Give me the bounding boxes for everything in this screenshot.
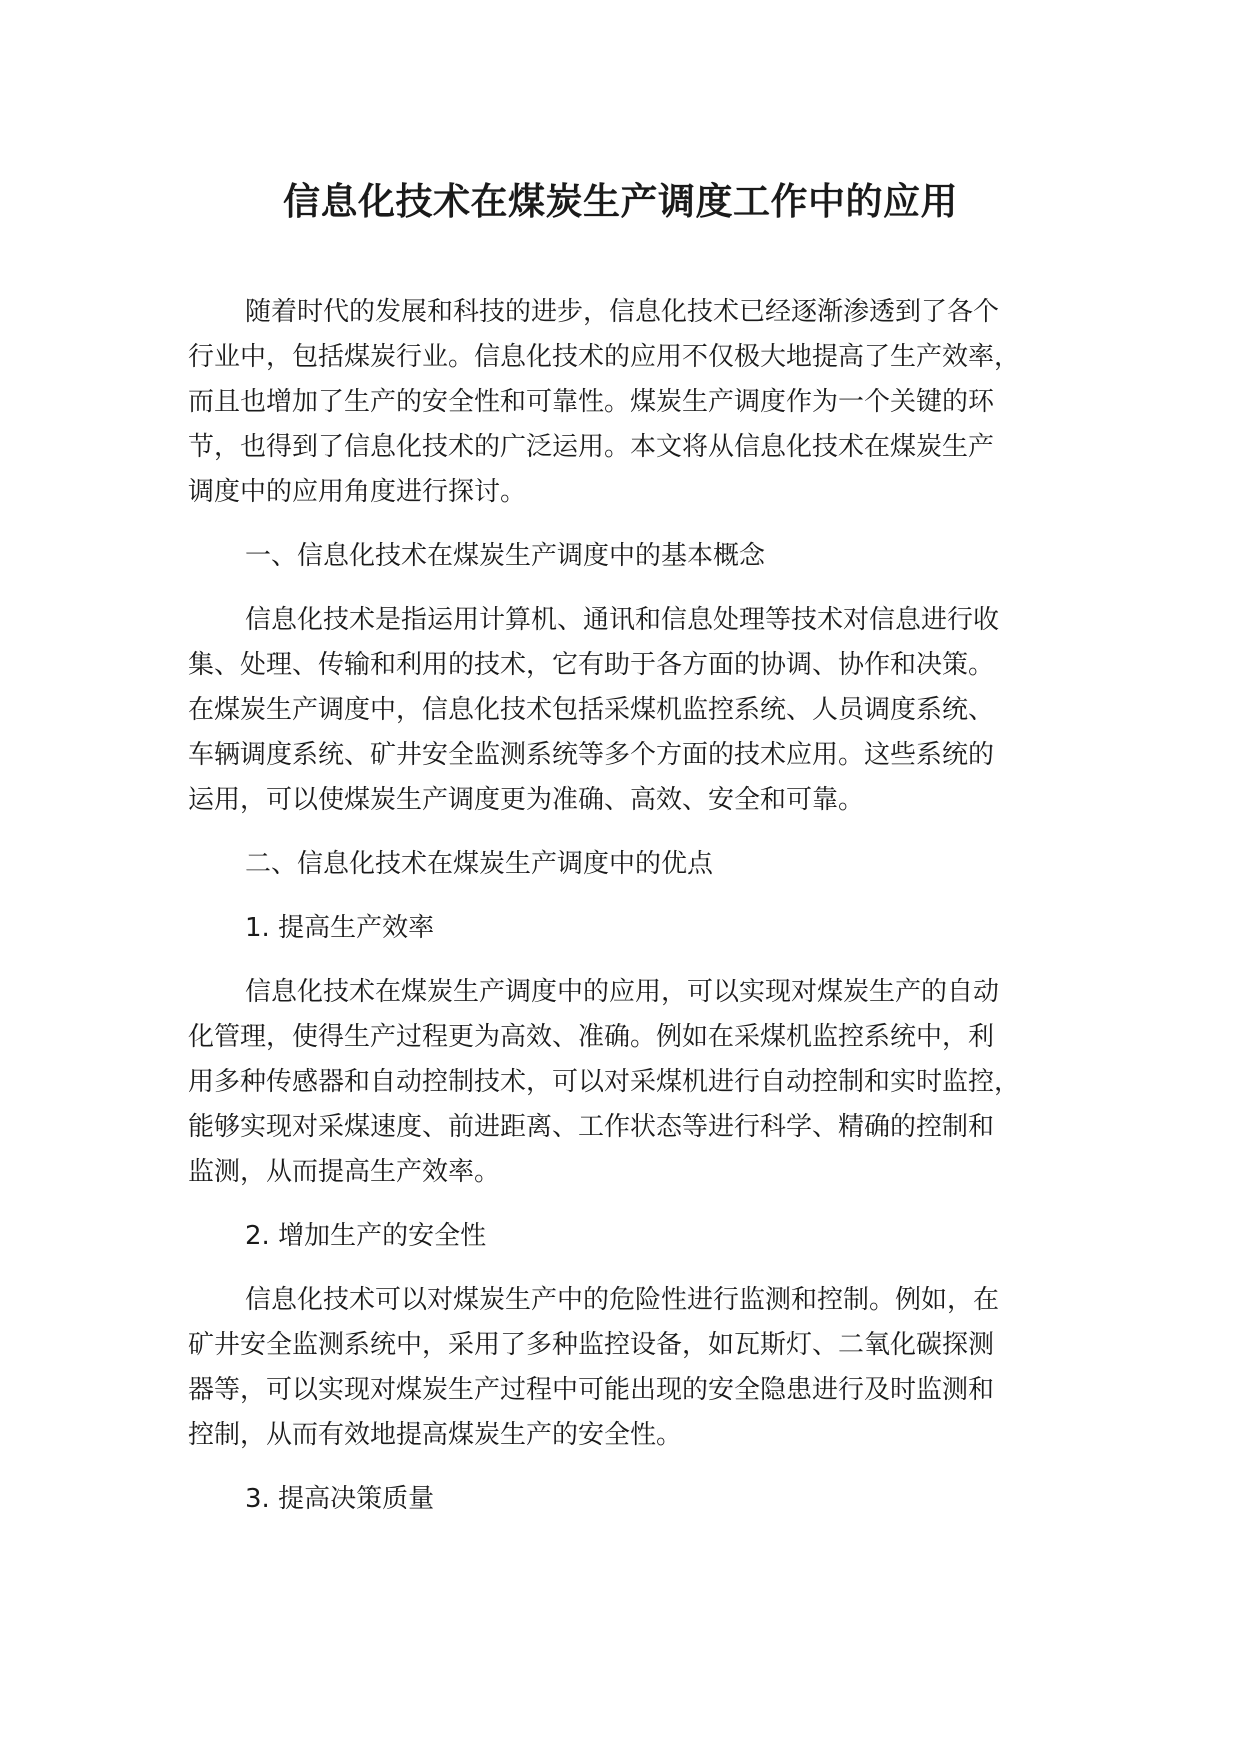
paragraph-line: 车辆调度系统、矿井安全监测系统等多个方面的技术应用。这些系统的: [188, 740, 995, 770]
paragraph-line: 调度中的应用角度进行探讨。: [188, 477, 527, 507]
paragraph-efficiency: [188, 970, 1088, 1195]
paragraph-line: 运用，可以使煤炭生产调度更为准确、高效、安全和可靠。: [188, 785, 865, 815]
paragraph-line: 集、处理、传输和利用的技术，它有助于各方面的协调、协作和决策。: [188, 650, 995, 680]
paragraph-line: 能够实现对采煤速度、前进距离、工作状态等进行科学、精确的控制和: [188, 1112, 995, 1142]
paragraph-line: 在煤炭生产调度中，信息化技术包括采煤机监控系统、人员调度系统、: [188, 695, 995, 725]
subheading-efficiency: 1. 提高生产效率: [245, 913, 435, 943]
paragraph-line: 监测，从而提高生产效率。: [188, 1157, 501, 1187]
paragraph-line: 随着时代的发展和科技的进步，信息化技术已经逐渐渗透到了各个: [245, 297, 1000, 327]
paragraph-line: 行业中，包括煤炭行业。信息化技术的应用不仅极大地提高了生产效率，: [188, 342, 1021, 372]
paragraph-line: 用多种传感器和自动控制技术，可以对采煤机进行自动控制和实时监控，: [188, 1067, 1021, 1097]
section-heading-1: 一、信息化技术在煤炭生产调度中的基本概念: [245, 541, 766, 571]
paragraph-line: 化管理，使得生产过程更为高效、准确。例如在采煤机监控系统中，利: [188, 1022, 995, 1052]
paragraph-line: 矿井安全监测系统中，采用了多种监控设备，如瓦斯灯、二氧化碳探测: [188, 1330, 995, 1360]
paragraph-line: 信息化技术可以对煤炭生产中的危险性进行监测和控制。例如，在: [245, 1285, 1000, 1315]
section-heading-2: 二、信息化技术在煤炭生产调度中的优点: [245, 849, 714, 879]
paragraph-safety: [188, 1278, 1088, 1458]
paragraph-line: 信息化技术是指运用计算机、通讯和信息处理等技术对信息进行收: [245, 605, 1000, 635]
subheading-decision-quality: 3. 提高决策质量: [245, 1484, 435, 1514]
paragraph-line: 节，也得到了信息化技术的广泛运用。本文将从信息化技术在煤炭生产: [188, 432, 995, 462]
document-title: 信息化技术在煤炭生产调度工作中的应用: [283, 180, 958, 223]
paragraph-line: 信息化技术在煤炭生产调度中的应用，可以实现对煤炭生产的自动: [245, 977, 1000, 1007]
document-body: [188, 290, 1088, 1541]
subheading-safety: 2. 增加生产的安全性: [245, 1221, 487, 1251]
paragraph-line: 器等，可以实现对煤炭生产过程中可能出现的安全隐患进行及时监测和: [188, 1375, 995, 1405]
paragraph-intro: [188, 290, 1088, 515]
paragraph-basic-concept: [188, 598, 1088, 823]
paragraph-line: 控制，从而有效地提高煤炭生产的安全性。: [188, 1420, 683, 1450]
paragraph-line: 而且也增加了生产的安全性和可靠性。煤炭生产调度作为一个关键的环: [188, 387, 995, 417]
